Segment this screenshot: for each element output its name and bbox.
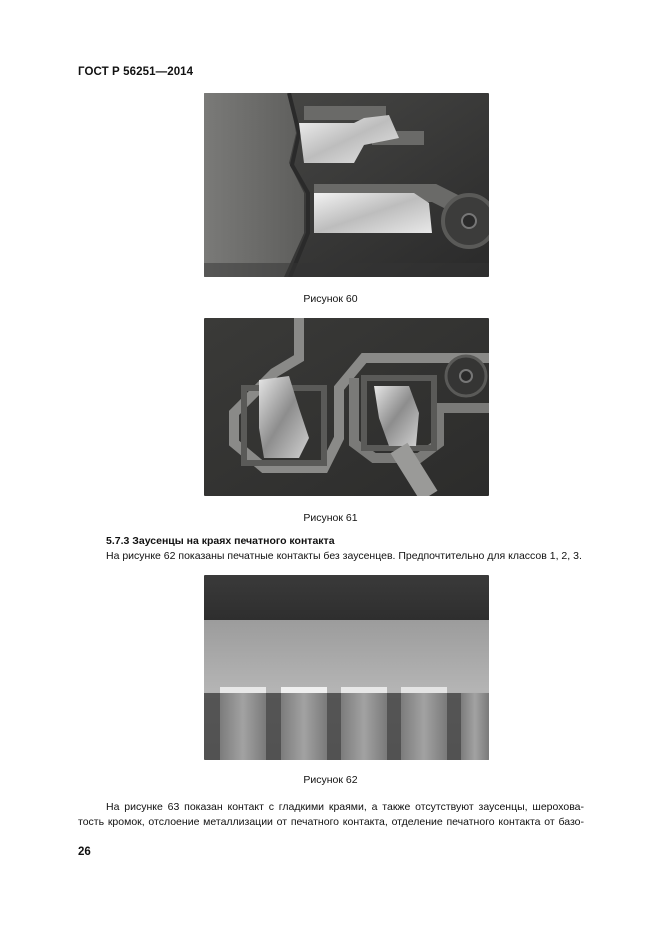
figure-60-image [204,93,489,277]
figure-62-caption: Рисунок 62 [303,774,358,786]
page-number: 26 [78,846,91,858]
figure-60-photo [204,93,489,277]
figure-61-image [204,318,489,496]
body-line-1: На рисунке 63 показан контакт с гладкими краями, а также отсутствуют заусенцы, шерохова- [106,801,584,813]
figure-61-photo [204,318,489,496]
document-header-id: ГОСТ Р 56251—2014 [78,66,194,78]
body-paragraph [78,800,584,830]
figure-60-caption: Рисунок 60 [303,293,358,305]
figure-61-caption: Рисунок 61 [303,512,358,524]
figure-62-photo [204,575,489,760]
body-line-2: тость кромок, отслоение металлизации от печатного контакта, отделение печатного контакта от базо- [78,816,584,828]
section-heading: 5.7.3 Заусенцы на краях печатного контакта [106,535,335,547]
figure-62-image [204,575,489,760]
section-text: На рисунке 62 показаны печатные контакты без заусенцев. Предпочтительно для классов 1, 2, 3. [106,550,582,562]
